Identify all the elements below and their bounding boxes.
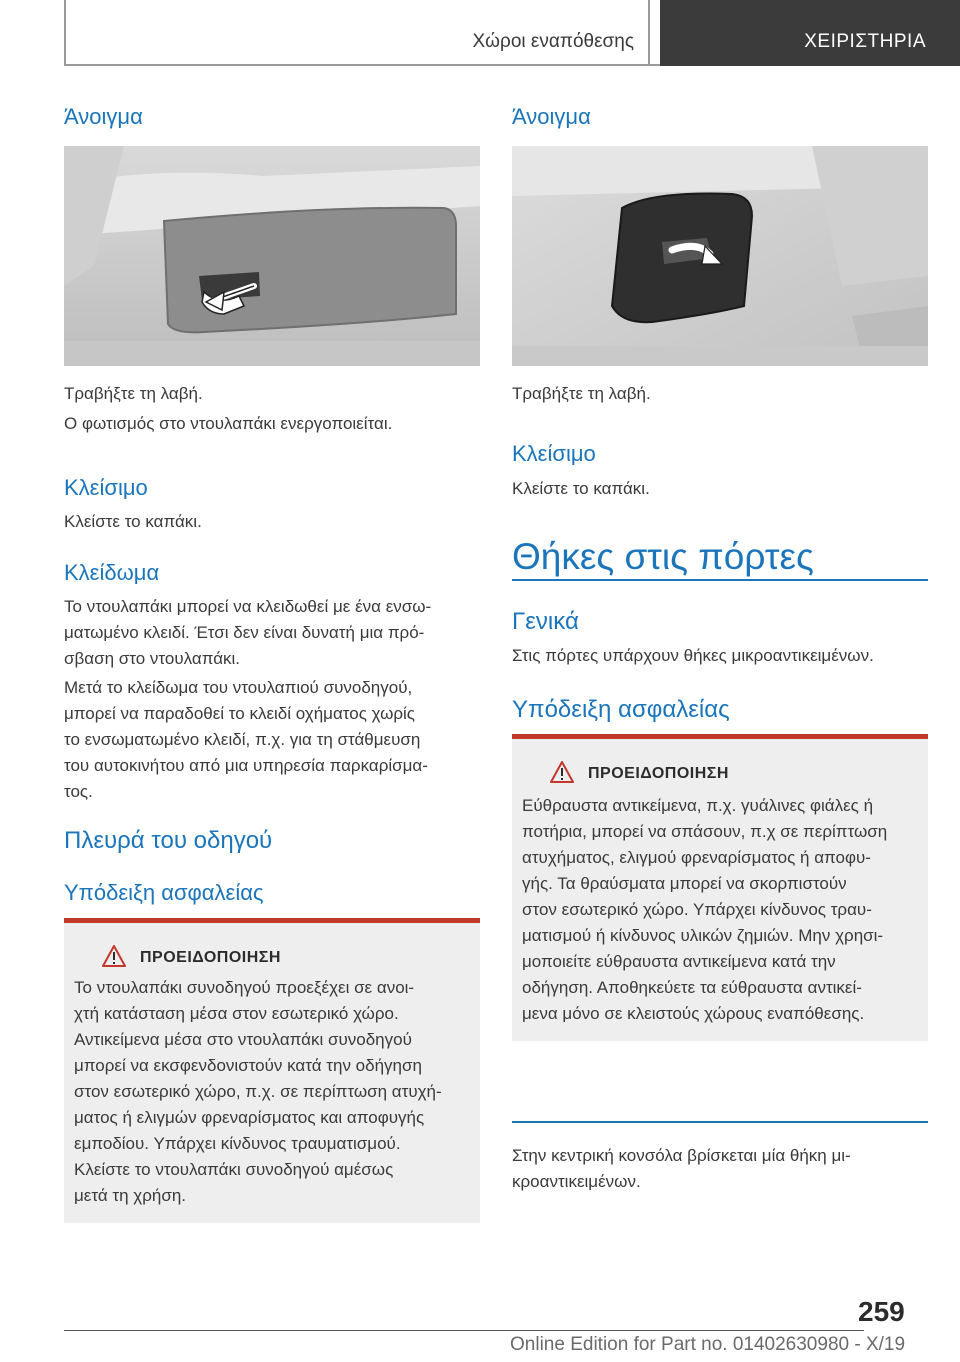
heading-lock: Κλείδωμα xyxy=(64,560,160,585)
glovebox-image-right xyxy=(512,146,928,366)
warning-title-left: ΠΡΟΕΙΔΟΠΟΙΗΣΗ xyxy=(140,949,281,966)
heading-safety-left: Υπόδειξη ασφαλείας xyxy=(64,880,264,905)
warning-triangle-icon xyxy=(550,761,574,783)
console-rule xyxy=(512,1121,928,1123)
door-pockets-rule xyxy=(512,579,928,581)
warning-triangle-icon xyxy=(102,945,126,967)
heading-safety-right: Υπόδειξη ασφαλείας xyxy=(512,696,730,723)
heading-general: Γενικά xyxy=(512,608,579,635)
open-instruction-right: Τραβήξτε τη λαβή. xyxy=(512,384,651,403)
heading-close-left: Κλείσιμο xyxy=(64,475,148,500)
footer-edition: Online Edition for Part no. 01402630980 - X/19 xyxy=(510,1334,906,1355)
heading-open-right: Άνοιγμα xyxy=(512,104,591,129)
page-number: 259 xyxy=(858,1296,905,1327)
lock-paragraph-1: Το ντουλαπάκι μπορεί να κλειδωθεί με ένα ενσω- ματωμένο κλειδί. Έτσι δεν είναι δυνατή μια πρό- σβαση στο ντουλαπάκι. xyxy=(64,597,432,668)
close-instruction-left: Κλείστε το καπάκι. xyxy=(64,512,202,531)
lock-paragraph-2: Μετά το κλείδωμα του ντουλαπιού συνοδηγού, μπορεί να παραδοθεί το κλειδί οχήματος χωρίς το ενσωματωμένο κλειδί, π.χ. για τη στάθμευση του αυτοκινήτου από μια υπηρεσία παρκαρίσμα- τος. xyxy=(64,678,428,801)
header-bottom-rule xyxy=(64,64,660,66)
heading-door-pockets: Θήκες στις πόρτες xyxy=(512,536,814,577)
heading-close-right: Κλείσιμο xyxy=(512,441,596,466)
header-separator xyxy=(648,0,650,66)
glovebox-open-illustration xyxy=(64,146,480,366)
header-chapter-tab: ΧΕΙΡΙΣΤΗΡΙΑ xyxy=(660,0,960,66)
heading-open-left: Άνοιγμα xyxy=(64,104,143,129)
warning-text-right: Εύθραυστα αντικείμενα, π.χ. γυάλινες φιάλες ή ποτήρια, μπορεί να σπάσουν, π.χ σε περίπτωση ατυχήματος, ελιγμού φρεναρίσματος ή αποφυ- γής. Τα θραύσματα μπορεί να σκορπιστούν στον εσωτερικό χώρο. Υπάρχει κίνδυνος τραυ- ματισμού ή κίνδυνος υλικών ζημιών. Μην χρησι- μοποιείτε εύθραυστα αντικείμενα κατά την οδήγηση. Αποθηκεύετε τα εύθραυστα αντικεί- μενα μόνο σε κλειστούς χώρους εναπόθεσης. xyxy=(522,796,888,1023)
footer-rule xyxy=(64,1330,864,1331)
close-instruction-right: Κλείστε το καπάκι. xyxy=(512,479,650,498)
glovebox-image-left xyxy=(64,146,480,366)
open-instruction-left: Τραβήξτε τη λαβή. xyxy=(64,384,203,403)
warning-box-left xyxy=(64,923,480,1223)
console-paragraph: Στην κεντρική κονσόλα βρίσκεται μία θήκη μι- κροαντικειμένων. xyxy=(512,1146,851,1191)
warning-box-right xyxy=(512,739,928,1041)
warning-text-left: Το ντουλαπάκι συνοδηγού προεξέχει σε ανοι- χτή κατάσταση μέσα στον εσωτερικό χώρο. Αντικείμενα μέσα στο ντουλαπάκι συνοδηγού μπορεί να εκσφενδονιστούν κατά την οδήγηση στον εσωτερικό χώρο, π.χ. σε περίπτωση ατυχή- ματος ή ελιγμών φρεναρίσματος και αποφυγής εμποδίου. Υπάρχει κίνδυνος τραυματισμού. Κλείστε το ντουλαπάκι συνοδηγού αμέσως μετά τη χρήση. xyxy=(74,978,442,1205)
heading-driver-side: Πλευρά του οδηγού xyxy=(64,827,273,854)
driver-compartment-illustration xyxy=(512,146,928,366)
header-section-title: Χώροι εναπόθεσης xyxy=(472,31,634,52)
warning-title-right: ΠΡΟΕΙΔΟΠΟΙΗΣΗ xyxy=(588,765,729,782)
light-note: Ο φωτισμός στο ντουλαπάκι ενεργοποιείται. xyxy=(64,414,393,433)
general-paragraph: Στις πόρτες υπάρχουν θήκες μικροαντικειμένων. xyxy=(512,646,874,665)
